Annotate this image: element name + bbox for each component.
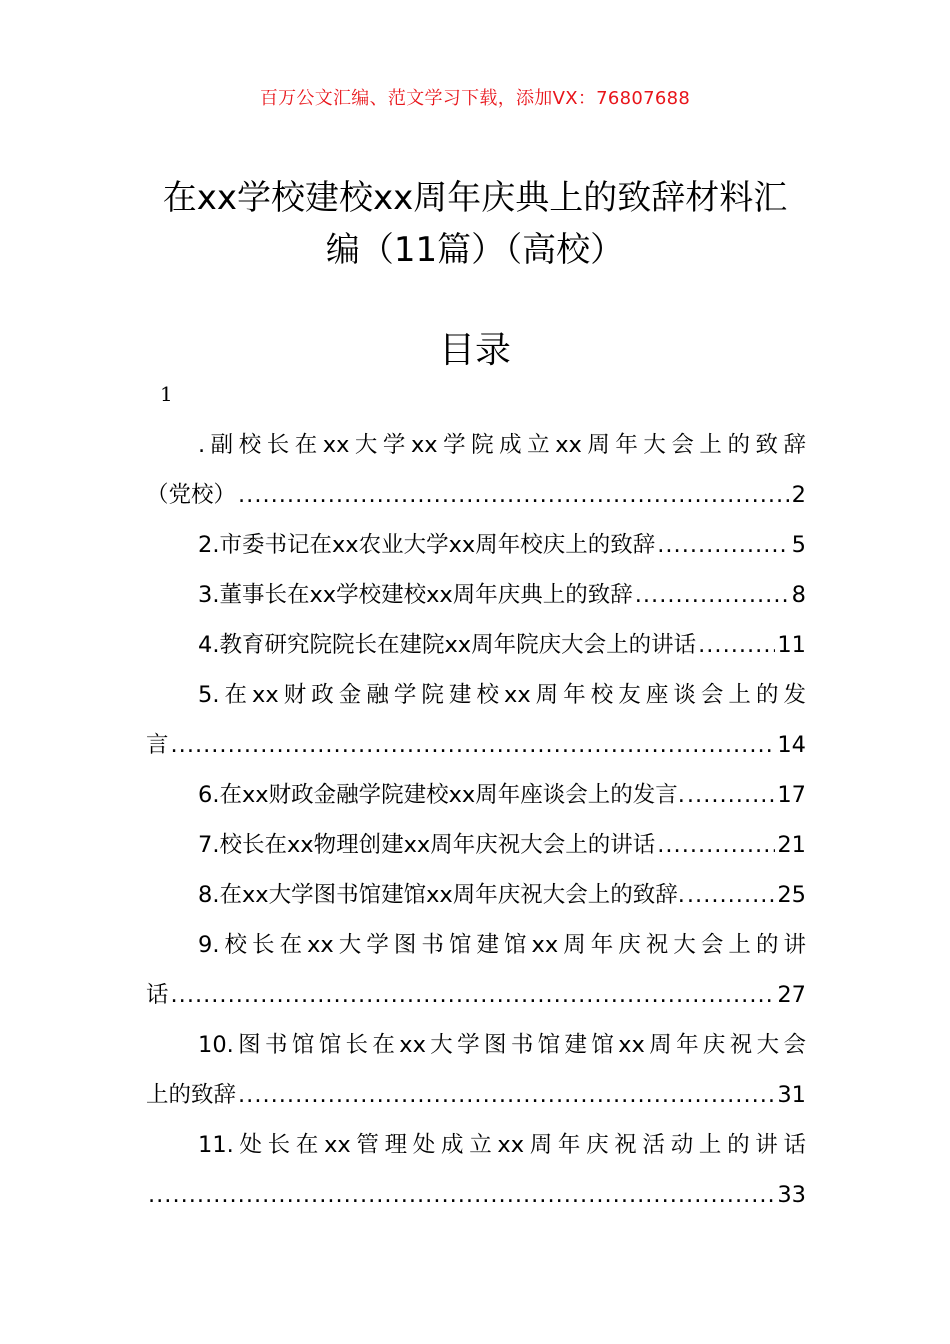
- toc-entry-page: 8: [791, 582, 806, 608]
- header-banner: 百万公文汇编、范文学习下载，添加VX：76807688: [259, 88, 691, 109]
- toc-entry-title: 3.董事长在xx学校建校xx周年庆典上的致辞: [198, 582, 633, 608]
- toc-entry[interactable]: [146, 1020, 806, 1120]
- toc-heading: 目录: [438, 330, 511, 371]
- toc-leader-dots: [238, 1070, 775, 1120]
- toc-entry-page: 17: [777, 782, 806, 808]
- toc-entry-page: 21: [777, 832, 806, 858]
- toc-entry-page: 11: [777, 632, 806, 658]
- toc-entry-page: 25: [777, 882, 806, 908]
- toc-leader-dots: [687, 770, 775, 820]
- toc-entry-title: 4.教育研究院院长在建院xx周年院庆大会上的讲话: [198, 632, 697, 658]
- toc-entry-title: 9.校长在xx大学图书馆建馆xx周年庆祝大会上的讲: [198, 932, 806, 958]
- toc-leader-dots: [171, 970, 776, 1020]
- toc-leader-dots: [148, 1170, 775, 1220]
- toc-entry-page: 14: [777, 732, 806, 758]
- toc-entry-page: 5: [791, 532, 806, 558]
- toc-entry-page: 31: [777, 1082, 806, 1108]
- toc-entry-title: 6.在xx财政金融学院建校xx周年座谈会上的发言.: [198, 782, 685, 808]
- toc-entry[interactable]: [146, 570, 806, 620]
- toc-leader-dots: [238, 470, 790, 520]
- toc-entry-page: 2: [791, 482, 806, 508]
- toc-entry-title: .副校长在xx大学xx学院成立xx周年大会上的致辞: [198, 432, 806, 458]
- toc-entry[interactable]: [146, 520, 806, 570]
- toc-entry-title: 7.校长在xx物理创建xx周年庆祝大会上的讲话: [198, 832, 656, 858]
- toc-entry-title: 8.在xx大学图书馆建馆xx周年庆祝大会上的致辞.: [198, 882, 685, 908]
- toc-leader-dots: [171, 720, 776, 770]
- toc-entry-title: 2.市委书记在xx农业大学xx周年校庆上的致辞: [198, 532, 656, 558]
- toc-leader-dots: [657, 820, 775, 870]
- toc-entry-title: 10.图书馆馆长在xx大学图书馆建馆xx周年庆祝大会: [198, 1032, 806, 1058]
- toc-entry-title-cont: 言: [146, 732, 169, 758]
- toc-entry[interactable]: [146, 620, 806, 670]
- stray-number: 1: [160, 382, 173, 406]
- toc-entry-page: 27: [777, 982, 806, 1008]
- toc-leader-dots: [687, 870, 775, 920]
- toc-leader-dots: [635, 570, 790, 620]
- toc-entry[interactable]: [146, 920, 806, 1020]
- toc-entry[interactable]: [146, 820, 806, 870]
- toc-entry-title: 5.在xx财政金融学院建校xx周年校友座谈会上的发: [198, 682, 806, 708]
- toc-leader-dots: [657, 520, 789, 570]
- toc-entry[interactable]: [146, 1120, 806, 1220]
- title-line-2: 编（11篇）（高校）: [325, 230, 625, 270]
- toc-entry-title-cont: 上的致辞: [146, 1082, 237, 1108]
- toc-entry-title-cont: （党校）: [146, 482, 237, 508]
- title-line-1: 在xx学校建校xx周年庆典上的致辞材料汇: [162, 178, 788, 218]
- toc-entry[interactable]: [146, 870, 806, 920]
- toc-leader-dots: [698, 620, 775, 670]
- toc-entry-title-cont: 话: [146, 982, 169, 1008]
- toc-entry-title: 11.处长在xx管理处成立xx周年庆祝活动上的讲话: [198, 1132, 806, 1158]
- document-title: [120, 172, 830, 276]
- table-of-contents: [146, 420, 806, 1220]
- toc-entry[interactable]: [146, 420, 806, 520]
- toc-entry-page: 33: [777, 1182, 806, 1208]
- toc-entry[interactable]: [146, 770, 806, 820]
- toc-entry[interactable]: [146, 670, 806, 770]
